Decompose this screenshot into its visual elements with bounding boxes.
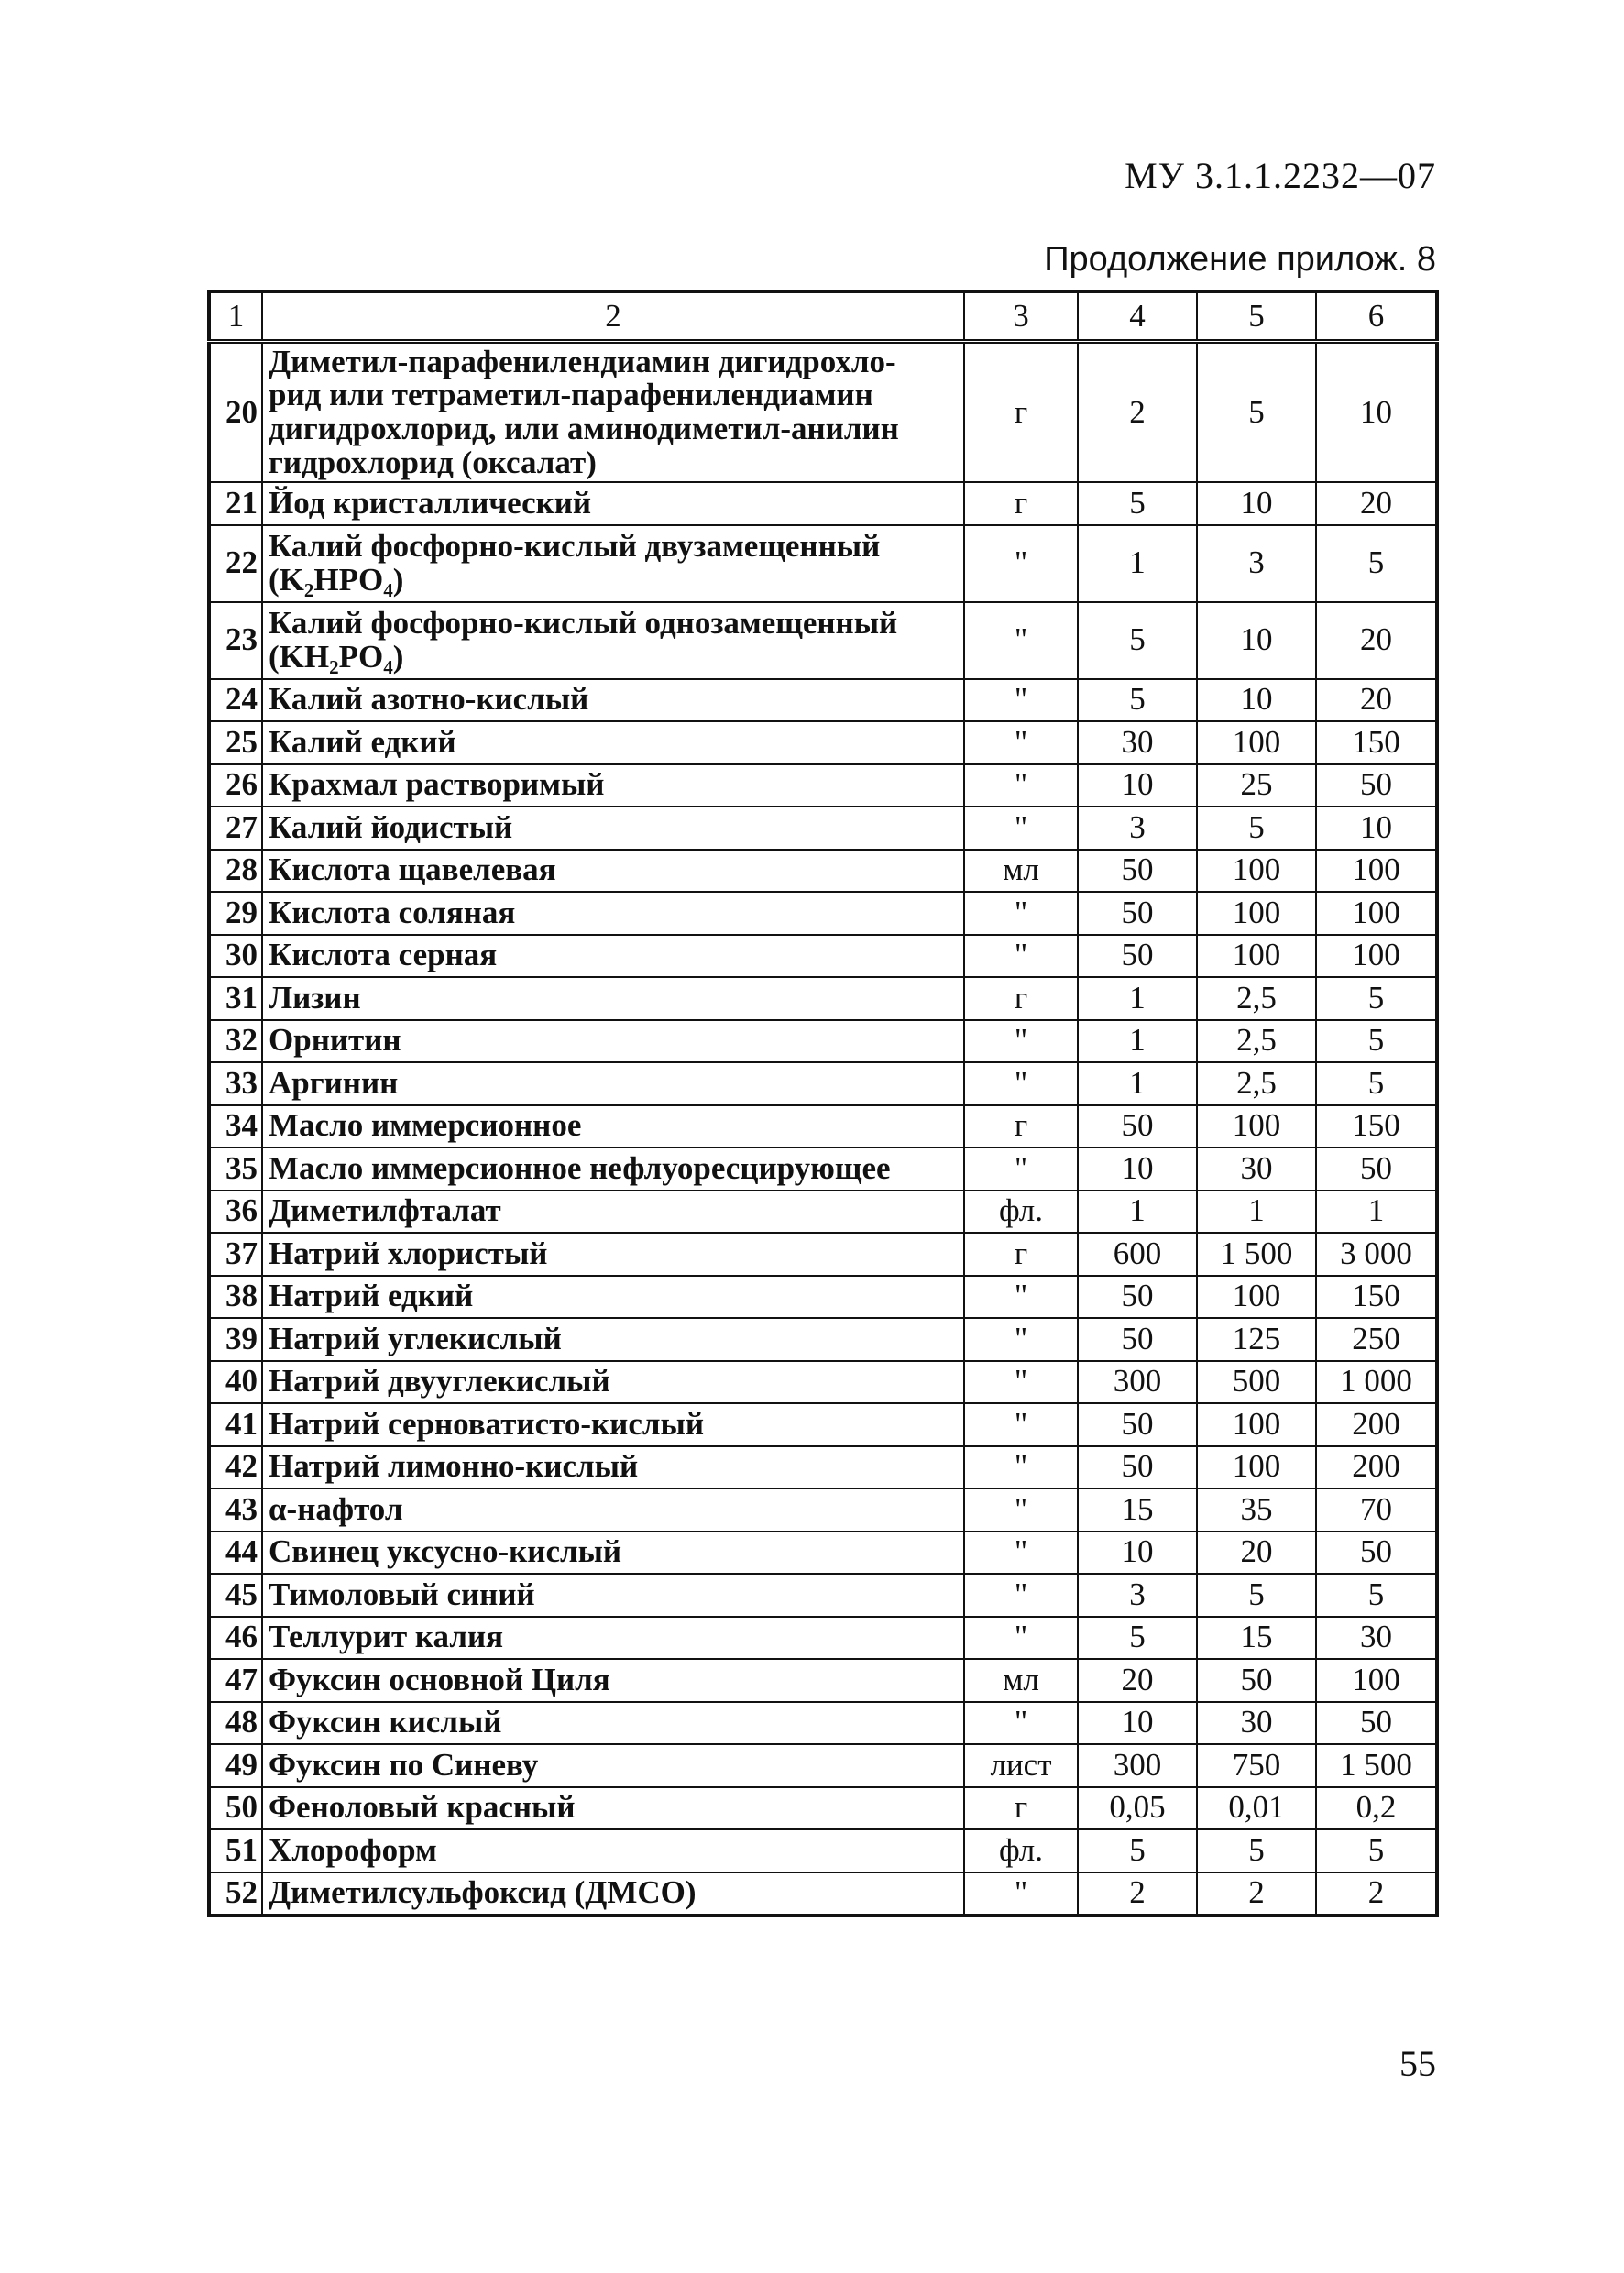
row-number-cell: 39: [209, 1318, 262, 1361]
table-row: [209, 1787, 1437, 1830]
row-number-cell: 38: [209, 1276, 262, 1319]
unit-cell: ": [964, 1488, 1078, 1532]
table-row: [209, 721, 1437, 764]
reagent-name-cell: Свинец уксусно-кислый: [262, 1532, 964, 1575]
quantity-col6-cell: 50: [1316, 764, 1437, 807]
quantity-col4-cell: 5: [1078, 1617, 1197, 1660]
quantity-col6-cell: 200: [1316, 1446, 1437, 1489]
unit-cell: ": [964, 935, 1078, 978]
row-number-cell: 30: [209, 935, 262, 978]
quantity-col6-cell: 2: [1316, 1872, 1437, 1916]
quantity-col5-cell: 500: [1197, 1361, 1316, 1404]
row-number-cell: 42: [209, 1446, 262, 1489]
table-row: [209, 1020, 1437, 1063]
reagent-name-cell: Натрий хлористый: [262, 1233, 964, 1276]
table-row: [209, 1829, 1437, 1872]
reagent-name-cell: Натрий серноватисто-кислый: [262, 1403, 964, 1446]
reagent-name-cell: Теллурит калия: [262, 1617, 964, 1660]
quantity-col5-cell: 30: [1197, 1702, 1316, 1745]
row-number-cell: 41: [209, 1403, 262, 1446]
row-number-cell: 36: [209, 1191, 262, 1234]
unit-cell: г: [964, 482, 1078, 525]
table-row: [209, 1872, 1437, 1916]
table-header-row: [209, 291, 1437, 342]
quantity-col4-cell: 5: [1078, 679, 1197, 722]
quantity-col6-cell: 50: [1316, 1702, 1437, 1745]
quantity-col6-cell: 10: [1316, 807, 1437, 850]
row-number-cell: 40: [209, 1361, 262, 1404]
unit-cell: ": [964, 1574, 1078, 1617]
unit-cell: ": [964, 807, 1078, 850]
quantity-col6-cell: 100: [1316, 1659, 1437, 1702]
reagent-name-cell: Хлороформ: [262, 1829, 964, 1872]
quantity-col4-cell: 50: [1078, 1403, 1197, 1446]
quantity-col5-cell: 100: [1197, 892, 1316, 935]
column-header-2: 2: [262, 291, 964, 342]
quantity-col4-cell: 10: [1078, 1702, 1197, 1745]
quantity-col5-cell: 100: [1197, 850, 1316, 893]
table-row: [209, 1318, 1437, 1361]
reagent-name-cell: [262, 525, 964, 602]
unit-cell: ": [964, 1318, 1078, 1361]
row-number-cell: 49: [209, 1744, 262, 1787]
reagent-name-line: рид или тетраметил-парафенилендиамин: [269, 377, 873, 413]
reagent-name-line: (K₂HPO₄): [269, 561, 404, 598]
table-row: [209, 525, 1437, 602]
unit-cell: ": [964, 1532, 1078, 1575]
quantity-col4-cell: 10: [1078, 764, 1197, 807]
row-number-cell: 46: [209, 1617, 262, 1660]
row-number-cell: 21: [209, 482, 262, 525]
row-number-cell: 34: [209, 1105, 262, 1148]
quantity-col5-cell: 5: [1197, 807, 1316, 850]
row-number-cell: 29: [209, 892, 262, 935]
reagent-name-cell: Кислота соляная: [262, 892, 964, 935]
unit-cell: г: [964, 1105, 1078, 1148]
quantity-col6-cell: 1 500: [1316, 1744, 1437, 1787]
quantity-col6-cell: 20: [1316, 602, 1437, 679]
quantity-col6-cell: 150: [1316, 1276, 1437, 1319]
row-number-cell: 25: [209, 721, 262, 764]
quantity-col6-cell: 10: [1316, 342, 1437, 483]
quantity-col6-cell: 5: [1316, 1574, 1437, 1617]
row-number-cell: 27: [209, 807, 262, 850]
row-number-cell: 31: [209, 977, 262, 1020]
table-row: [209, 602, 1437, 679]
table-row: [209, 1488, 1437, 1532]
table-row: [209, 1233, 1437, 1276]
quantity-col5-cell: 2,5: [1197, 977, 1316, 1020]
row-number-cell: 22: [209, 525, 262, 602]
table-header: [209, 291, 1437, 342]
appendix-continuation-label: Продолжение прилож. 8: [1044, 240, 1436, 279]
quantity-col6-cell: 1 000: [1316, 1361, 1437, 1404]
reagent-name-cell: Калий едкий: [262, 721, 964, 764]
quantity-col4-cell: 300: [1078, 1361, 1197, 1404]
table-row: [209, 482, 1437, 525]
row-number-cell: 47: [209, 1659, 262, 1702]
column-header-4: 4: [1078, 291, 1197, 342]
quantity-col4-cell: 50: [1078, 1276, 1197, 1319]
quantity-col6-cell: 5: [1316, 1062, 1437, 1105]
quantity-col6-cell: 150: [1316, 721, 1437, 764]
table-row: [209, 1532, 1437, 1575]
unit-cell: г: [964, 1233, 1078, 1276]
quantity-col5-cell: 2,5: [1197, 1062, 1316, 1105]
reagent-name-cell: [262, 342, 964, 483]
quantity-col4-cell: 50: [1078, 1446, 1197, 1489]
unit-cell: ": [964, 1276, 1078, 1319]
reagent-name-cell: Масло иммерсионное нефлуоресцирующее: [262, 1147, 964, 1191]
quantity-col5-cell: 20: [1197, 1532, 1316, 1575]
unit-cell: ": [964, 1702, 1078, 1745]
row-number-cell: 52: [209, 1872, 262, 1916]
row-number-cell: 44: [209, 1532, 262, 1575]
reagent-name-cell: Натрий лимонно-кислый: [262, 1446, 964, 1489]
reagent-name-cell: Калий йодистый: [262, 807, 964, 850]
unit-cell: ": [964, 764, 1078, 807]
unit-cell: ": [964, 1020, 1078, 1063]
reagent-name-cell: [262, 602, 964, 679]
reagent-name-cell: Йод кристаллический: [262, 482, 964, 525]
reagent-name-cell: Фуксин по Синеву: [262, 1744, 964, 1787]
table-row: [209, 342, 1437, 483]
table-row: [209, 764, 1437, 807]
row-number-cell: 51: [209, 1829, 262, 1872]
quantity-col4-cell: 3: [1078, 807, 1197, 850]
quantity-col5-cell: 10: [1197, 602, 1316, 679]
unit-cell: мл: [964, 1659, 1078, 1702]
row-number-cell: 23: [209, 602, 262, 679]
row-number-cell: 28: [209, 850, 262, 893]
quantity-col4-cell: 300: [1078, 1744, 1197, 1787]
quantity-col5-cell: 1 500: [1197, 1233, 1316, 1276]
quantity-col5-cell: 5: [1197, 342, 1316, 483]
reagent-name-cell: Натрий едкий: [262, 1276, 964, 1319]
quantity-col5-cell: 0,01: [1197, 1787, 1316, 1830]
quantity-col4-cell: 3: [1078, 1574, 1197, 1617]
quantity-col5-cell: 25: [1197, 764, 1316, 807]
table-row: [209, 1446, 1437, 1489]
row-number-cell: 48: [209, 1702, 262, 1745]
quantity-col5-cell: 10: [1197, 482, 1316, 525]
quantity-col5-cell: 3: [1197, 525, 1316, 602]
quantity-col4-cell: 10: [1078, 1532, 1197, 1575]
reagent-name-cell: Кислота серная: [262, 935, 964, 978]
unit-cell: ": [964, 721, 1078, 764]
quantity-col6-cell: 100: [1316, 892, 1437, 935]
quantity-col4-cell: 5: [1078, 482, 1197, 525]
reagents-table-container: [207, 290, 1435, 1917]
table-row: [209, 1062, 1437, 1105]
unit-cell: ": [964, 602, 1078, 679]
table-row: [209, 1105, 1437, 1148]
quantity-col6-cell: 30: [1316, 1617, 1437, 1660]
table-row: [209, 679, 1437, 722]
table-row: [209, 1617, 1437, 1660]
quantity-col6-cell: 50: [1316, 1532, 1437, 1575]
row-number-cell: 45: [209, 1574, 262, 1617]
quantity-col4-cell: 1: [1078, 1191, 1197, 1234]
table-row: [209, 1147, 1437, 1191]
reagents-table: [207, 290, 1439, 1917]
quantity-col5-cell: 100: [1197, 935, 1316, 978]
quantity-col4-cell: 10: [1078, 1147, 1197, 1191]
quantity-col4-cell: 1: [1078, 977, 1197, 1020]
quantity-col4-cell: 600: [1078, 1233, 1197, 1276]
unit-cell: ": [964, 525, 1078, 602]
document-code: МУ 3.1.1.2232—07: [1125, 155, 1436, 196]
quantity-col5-cell: 15: [1197, 1617, 1316, 1660]
unit-cell: мл: [964, 850, 1078, 893]
quantity-col5-cell: 100: [1197, 1446, 1316, 1489]
quantity-col4-cell: 15: [1078, 1488, 1197, 1532]
table-row: [209, 807, 1437, 850]
table-row: [209, 935, 1437, 978]
quantity-col4-cell: 20: [1078, 1659, 1197, 1702]
reagent-name-cell: Натрий углекислый: [262, 1318, 964, 1361]
quantity-col5-cell: 5: [1197, 1574, 1316, 1617]
unit-cell: ": [964, 1872, 1078, 1916]
quantity-col4-cell: 2: [1078, 342, 1197, 483]
reagent-name-line: Диметил-парафенилендиамин дигидрохло-: [269, 343, 896, 379]
table-row: [209, 1744, 1437, 1787]
reagent-name-cell: Диметилфталат: [262, 1191, 964, 1234]
reagent-name-cell: α-нафтол: [262, 1488, 964, 1532]
quantity-col4-cell: 50: [1078, 892, 1197, 935]
table-row: [209, 850, 1437, 893]
reagent-name-cell: Диметилсульфоксид (ДМСО): [262, 1872, 964, 1916]
quantity-col5-cell: 5: [1197, 1829, 1316, 1872]
quantity-col4-cell: 1: [1078, 1062, 1197, 1105]
quantity-col5-cell: 100: [1197, 1403, 1316, 1446]
reagent-name-line: дигидрохлорид, или аминодиметил-анилин: [269, 411, 899, 446]
row-number-cell: 37: [209, 1233, 262, 1276]
quantity-col5-cell: 2: [1197, 1872, 1316, 1916]
unit-cell: фл.: [964, 1191, 1078, 1234]
table-row: [209, 1702, 1437, 1745]
unit-cell: г: [964, 342, 1078, 483]
row-number-cell: 26: [209, 764, 262, 807]
reagent-name-cell: Калий азотно-кислый: [262, 679, 964, 722]
reagent-name-line: гидрохлорид (оксалат): [269, 444, 597, 480]
unit-cell: г: [964, 977, 1078, 1020]
column-header-5: 5: [1197, 291, 1316, 342]
quantity-col4-cell: 50: [1078, 1105, 1197, 1148]
quantity-col6-cell: 20: [1316, 679, 1437, 722]
quantity-col6-cell: 3 000: [1316, 1233, 1437, 1276]
reagent-name-cell: Натрий двууглекислый: [262, 1361, 964, 1404]
quantity-col6-cell: 150: [1316, 1105, 1437, 1148]
quantity-col6-cell: 200: [1316, 1403, 1437, 1446]
quantity-col5-cell: 125: [1197, 1318, 1316, 1361]
reagent-name-line: (KH₂PO₄): [269, 638, 404, 675]
unit-cell: ": [964, 1403, 1078, 1446]
reagent-name-cell: Лизин: [262, 977, 964, 1020]
quantity-col4-cell: 50: [1078, 1318, 1197, 1361]
column-header-1: 1: [209, 291, 262, 342]
unit-cell: ": [964, 1062, 1078, 1105]
unit-cell: ": [964, 892, 1078, 935]
table-body: [209, 342, 1437, 1916]
row-number-cell: 50: [209, 1787, 262, 1830]
quantity-col6-cell: 100: [1316, 850, 1437, 893]
unit-cell: фл.: [964, 1829, 1078, 1872]
quantity-col6-cell: 5: [1316, 977, 1437, 1020]
reagent-name-cell: Кислота щавелевая: [262, 850, 964, 893]
table-row: [209, 1574, 1437, 1617]
column-header-6: 6: [1316, 291, 1437, 342]
row-number-cell: 32: [209, 1020, 262, 1063]
unit-cell: ": [964, 1617, 1078, 1660]
quantity-col5-cell: 100: [1197, 1105, 1316, 1148]
table-row: [209, 1191, 1437, 1234]
page-number: 55: [1399, 2043, 1436, 2084]
unit-cell: г: [964, 1787, 1078, 1830]
quantity-col6-cell: 0,2: [1316, 1787, 1437, 1830]
quantity-col4-cell: 1: [1078, 525, 1197, 602]
quantity-col5-cell: 50: [1197, 1659, 1316, 1702]
reagent-name-cell: Тимоловый синий: [262, 1574, 964, 1617]
quantity-col6-cell: 50: [1316, 1147, 1437, 1191]
row-number-cell: 35: [209, 1147, 262, 1191]
quantity-col4-cell: 30: [1078, 721, 1197, 764]
quantity-col6-cell: 20: [1316, 482, 1437, 525]
unit-cell: ": [964, 1361, 1078, 1404]
quantity-col4-cell: 1: [1078, 1020, 1197, 1063]
reagent-name-cell: Фуксин основной Циля: [262, 1659, 964, 1702]
quantity-col4-cell: 50: [1078, 850, 1197, 893]
table-row: [209, 1361, 1437, 1404]
table-row: [209, 977, 1437, 1020]
quantity-col5-cell: 1: [1197, 1191, 1316, 1234]
unit-cell: лист: [964, 1744, 1078, 1787]
reagent-name-line: Калий фосфорно-кислый однозамещенный: [269, 604, 898, 641]
row-number-cell: 20: [209, 342, 262, 483]
quantity-col4-cell: 50: [1078, 935, 1197, 978]
table-row: [209, 892, 1437, 935]
quantity-col6-cell: 100: [1316, 935, 1437, 978]
unit-cell: ": [964, 679, 1078, 722]
reagent-name-cell: Фуксин кислый: [262, 1702, 964, 1745]
quantity-col4-cell: 2: [1078, 1872, 1197, 1916]
reagent-name-cell: Феноловый красный: [262, 1787, 964, 1830]
unit-cell: ": [964, 1147, 1078, 1191]
quantity-col5-cell: 35: [1197, 1488, 1316, 1532]
row-number-cell: 43: [209, 1488, 262, 1532]
reagent-name-line: Калий фосфорно-кислый двузамещенный: [269, 527, 881, 564]
table-row: [209, 1276, 1437, 1319]
table-row: [209, 1659, 1437, 1702]
row-number-cell: 24: [209, 679, 262, 722]
quantity-col4-cell: 0,05: [1078, 1787, 1197, 1830]
quantity-col4-cell: 5: [1078, 1829, 1197, 1872]
unit-cell: ": [964, 1446, 1078, 1489]
quantity-col6-cell: 70: [1316, 1488, 1437, 1532]
quantity-col5-cell: 30: [1197, 1147, 1316, 1191]
quantity-col5-cell: 100: [1197, 1276, 1316, 1319]
quantity-col6-cell: 5: [1316, 525, 1437, 602]
quantity-col6-cell: 250: [1316, 1318, 1437, 1361]
reagent-name-cell: Крахмал растворимый: [262, 764, 964, 807]
quantity-col5-cell: 100: [1197, 721, 1316, 764]
reagent-name-cell: Орнитин: [262, 1020, 964, 1063]
column-header-3: 3: [964, 291, 1078, 342]
reagent-name-cell: Аргинин: [262, 1062, 964, 1105]
quantity-col5-cell: 750: [1197, 1744, 1316, 1787]
table-row: [209, 1403, 1437, 1446]
quantity-col6-cell: 5: [1316, 1020, 1437, 1063]
quantity-col6-cell: 1: [1316, 1191, 1437, 1234]
row-number-cell: 33: [209, 1062, 262, 1105]
quantity-col5-cell: 10: [1197, 679, 1316, 722]
quantity-col6-cell: 5: [1316, 1829, 1437, 1872]
quantity-col4-cell: 5: [1078, 602, 1197, 679]
quantity-col5-cell: 2,5: [1197, 1020, 1316, 1063]
reagent-name-cell: Масло иммерсионное: [262, 1105, 964, 1148]
